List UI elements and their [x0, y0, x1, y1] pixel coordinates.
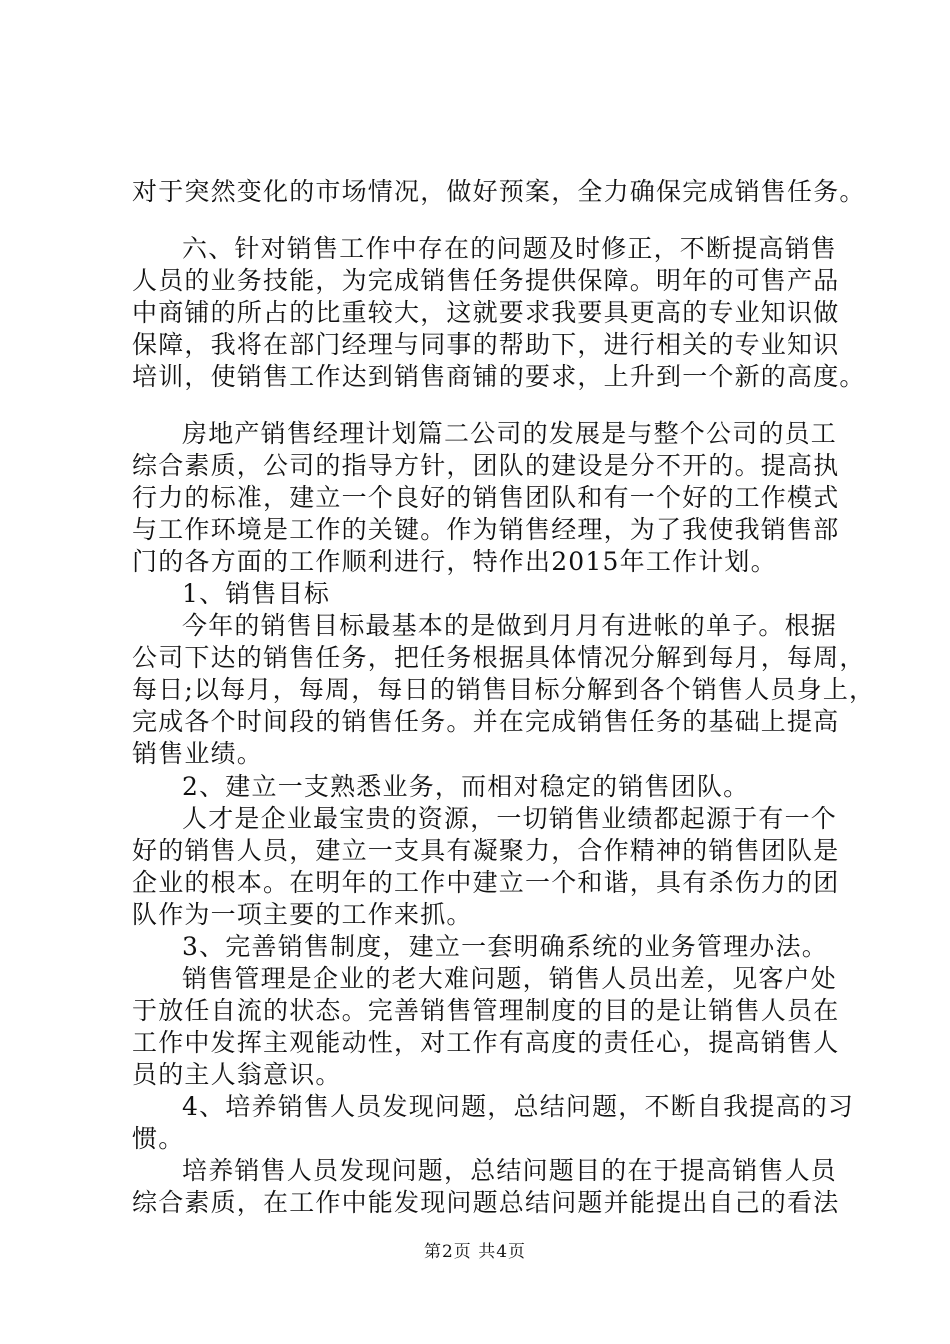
- text-line: 好的销售人员，建立一支具有凝聚力，合作精神的销售团队是: [132, 836, 840, 865]
- text-line: 房地产销售经理计划篇二公司的发展是与整个公司的员工: [182, 419, 838, 448]
- text-line: 企业的根本。在明年的工作中建立一个和谐，具有杀伤力的团: [132, 868, 840, 897]
- text-line: 惯。: [132, 1124, 185, 1153]
- text-line: 人才是企业最宝贵的资源，一切销售业绩都起源于有一个: [182, 804, 838, 833]
- text-line: 综合素质，在工作中能发现问题总结问题并能提出自己的看法: [132, 1188, 840, 1217]
- text-line: 工作中发挥主观能动性，对工作有高度的责任心，提高销售人: [132, 1028, 840, 1057]
- text-line: 完成各个时间段的销售任务。并在完成销售任务的基础上提高: [132, 707, 840, 736]
- text-line: 对于突然变化的市场情况，做好预案，全力确保完成销售任务。: [132, 177, 866, 206]
- text-line: 销售业绩。: [132, 739, 264, 768]
- text-line: 与工作环境是工作的关键。作为销售经理，为了我使我销售部: [132, 515, 840, 544]
- text-line: 销售管理是企业的老大难问题，销售人员出差，见客户处: [182, 964, 838, 993]
- text-line: 每日;以每月，每周，每日的销售目标分解到各个销售人员身上，: [132, 675, 876, 704]
- text-line: 中商铺的所占的比重较大，这就要求我要具更高的专业知识做: [132, 298, 840, 327]
- text-line: 保障，我将在部门经理与同事的帮助下，进行相关的专业知识: [132, 330, 840, 359]
- text-line: 队作为一项主要的工作来抓。: [132, 900, 473, 929]
- text-line: 综合素质，公司的指导方针，团队的建设是分不开的。提高执: [132, 451, 840, 480]
- section-heading: 1、销售目标: [182, 579, 331, 608]
- text-line: 公司下达的销售任务，把任务根据具体情况分解到每月，每周，: [132, 643, 866, 672]
- section-heading: 2、建立一支熟悉业务，而相对稳定的销售团队。: [182, 772, 750, 801]
- section-heading: 3、完善销售制度，建立一套明确系统的业务管理办法。: [182, 932, 828, 961]
- section-heading: 4、培养销售人员发现问题，总结问题，不断自我提高的习: [182, 1092, 855, 1121]
- text-line: 于放任自流的状态。完善销售管理制度的目的是让销售人员在: [132, 996, 840, 1025]
- text-line: 行力的标准，建立一个良好的销售团队和有一个好的工作模式: [132, 483, 840, 512]
- text-line: 培养销售人员发现问题，总结问题目的在于提高销售人员: [182, 1156, 838, 1185]
- page-footer: 第2页 共4页: [423, 1242, 527, 1262]
- text-line: 人员的业务技能，为完成销售任务提供保障。明年的可售产品: [132, 266, 840, 295]
- text-line: 今年的销售目标最基本的是做到月月有进帐的单子。根据: [182, 611, 838, 640]
- text-line: 培训，使销售工作达到销售商铺的要求，上升到一个新的高度。: [132, 362, 866, 391]
- text-line: 六、针对销售工作中存在的问题及时修正，不断提高销售: [182, 234, 838, 263]
- text-line: 门的各方面的工作顺利进行，特作出2015年工作计划。: [132, 547, 777, 576]
- text-line: 员的主人翁意识。: [132, 1060, 342, 1089]
